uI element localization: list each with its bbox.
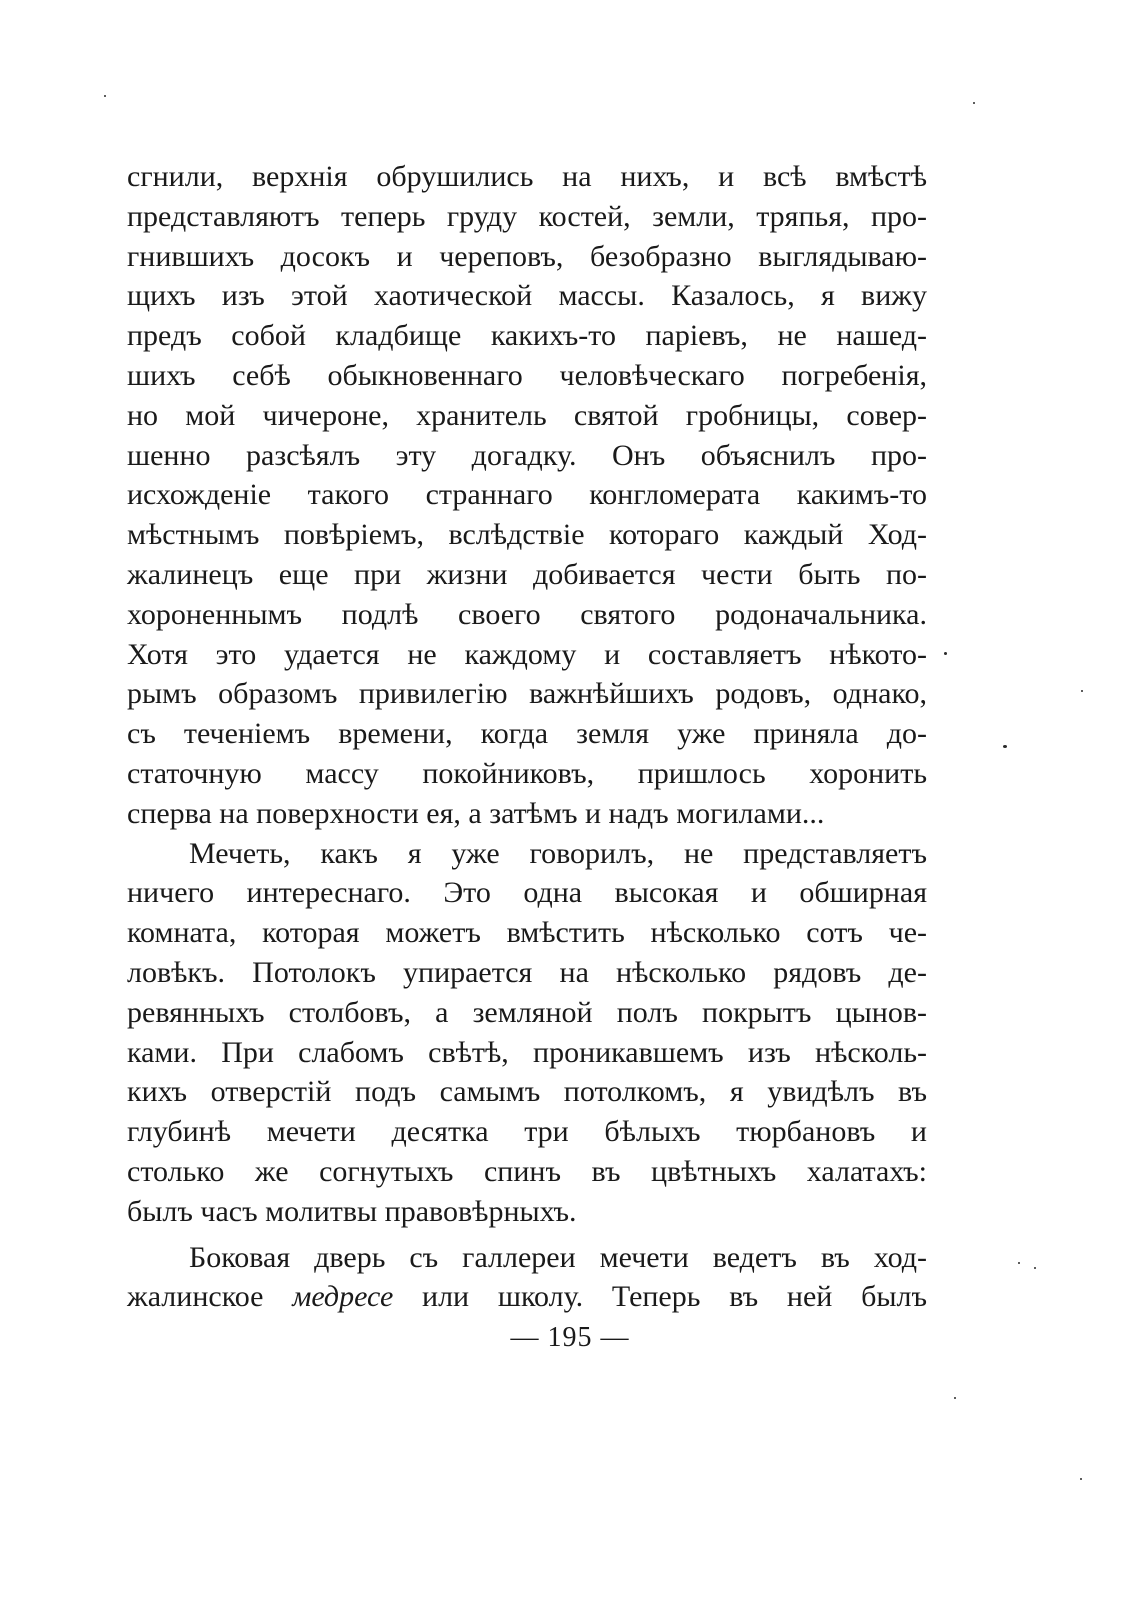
text-line: Хотя это удается не каждому и составляетъ нѣкото-	[127, 637, 927, 671]
text-line: Мечеть, какъ я уже говорилъ, не представляетъ	[189, 836, 927, 870]
scan-speck	[954, 1397, 956, 1399]
text-segment: жалинское	[127, 1280, 293, 1314]
text-line: исхожденіе такого страннаго конгломерата какимъ-то	[127, 478, 927, 512]
scan-speck	[973, 102, 975, 104]
scan-speck	[1003, 745, 1007, 748]
scan-speck	[1081, 690, 1083, 692]
text-line: ловѣкъ. Потолокъ упирается на нѣсколько рядовъ де-	[127, 955, 927, 989]
text-line: ревянныхъ столбовъ, а земляной полъ покрытъ цынов-	[127, 995, 927, 1029]
scan-speck	[1018, 1262, 1020, 1264]
scan-speck	[944, 652, 947, 655]
text-line: жалинецъ еще при жизни добивается чести быть по-	[127, 557, 927, 591]
text-segment: или школу. Теперь въ ней былъ	[393, 1280, 927, 1314]
paragraph-1	[127, 157, 927, 834]
text-line: гнившихъ досокъ и череповъ, безобразно выглядываю-	[127, 239, 927, 273]
text-line: былъ часъ молитвы правовѣрныхъ.	[127, 1194, 577, 1228]
paragraph-3	[127, 1238, 927, 1318]
page-number: — 195 —	[510, 1322, 630, 1353]
text-line	[127, 1277, 927, 1317]
text-line: мѣстнымъ повѣріемъ, вслѣдствіе котораго каждый Ход-	[127, 518, 927, 552]
text-line: кихъ отверстій подъ самымъ потолкомъ, я увидѣлъ въ	[127, 1075, 927, 1109]
text-line: ничего интереснаго. Это одна высокая и обширная	[127, 876, 927, 910]
text-line: комната, которая можетъ вмѣстить нѣсколько сотъ че-	[127, 916, 927, 950]
text-line: представляютъ теперь груду костей, земли, тряпья, про-	[127, 199, 927, 233]
text-line: глубинѣ мечети десятка три бѣлыхъ тюрбановъ и	[127, 1115, 927, 1149]
text-line: ками. При слабомъ свѣтѣ, проникавшемъ изъ нѣсколь-	[127, 1035, 927, 1069]
paragraph-2	[127, 834, 927, 1232]
scan-speck	[1080, 1478, 1082, 1480]
text-line: шихъ себѣ обыкновеннаго человѣческаго погребенія,	[127, 358, 927, 392]
text-line: съ теченіемъ времени, когда земля уже приняла до-	[127, 717, 927, 751]
text-line: рымъ образомъ привилегію важнѣйшихъ родовъ, однако,	[127, 677, 927, 711]
text-line: щихъ изъ этой хаотической массы. Казалось, я вижу	[127, 279, 927, 313]
scan-speck	[1034, 1267, 1036, 1269]
text-line: Боковая дверь съ галлереи мечети ведетъ въ ход-	[189, 1240, 927, 1274]
text-line: но мой чичероне, хранитель святой гробницы, совер-	[127, 398, 927, 432]
text-line: хороненнымъ подлѣ своего святого родоначальника.	[127, 597, 927, 631]
text-line: статочную массу покойниковъ, пришлось хоронить	[127, 756, 927, 790]
italic-term: медресе	[292, 1280, 394, 1314]
text-line: сгнили, верхнія обрушились на нихъ, и всѣ вмѣстѣ	[127, 160, 927, 193]
text-line: шенно разсѣялъ эту догадку. Онъ объяснилъ про-	[127, 438, 927, 472]
text-line: сперва на поверхности ея, а затѣмъ и надъ могилами...	[127, 796, 825, 830]
text-line: столько же согнутыхъ спинъ въ цвѣтныхъ халатахъ:	[127, 1154, 927, 1188]
body-text	[127, 157, 927, 1317]
scan-speck	[104, 95, 106, 97]
text-line: предъ собой кладбище какихъ-то паріевъ, не нашед-	[127, 319, 927, 353]
